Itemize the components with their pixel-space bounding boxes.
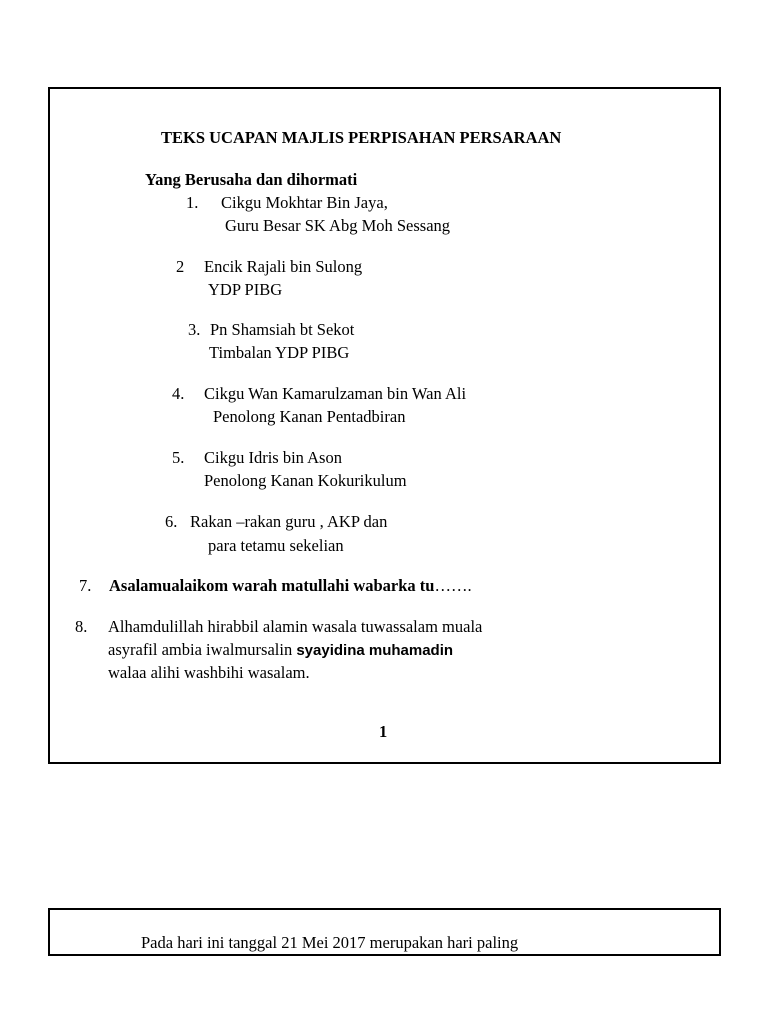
list-item-number: 1.: [186, 193, 199, 212]
paragraph-number: 8.: [75, 617, 88, 636]
list-item-name: Cikgu Wan Kamarulzaman bin Wan Ali: [204, 384, 467, 403]
paragraph-line-2: [108, 640, 453, 661]
paragraph-line-3: walaa alihi washbihi wasalam.: [108, 663, 310, 682]
greeting-ellipsis: …….: [434, 576, 472, 595]
list-item-name: Cikgu Mokhtar Bin Jaya,: [221, 193, 388, 212]
list-item-role: Penolong Kanan Kokurikulum: [204, 471, 407, 490]
list-item-role: Guru Besar SK Abg Moh Sessang: [225, 216, 451, 235]
list-item-role: Timbalan YDP PIBG: [209, 343, 350, 362]
list-item-name: Pn Shamsiah bt Sekot: [210, 320, 355, 339]
list-item-number: 5.: [172, 448, 185, 467]
list-item-role: para tetamu sekelian: [208, 536, 344, 555]
list-item-name: Rakan –rakan guru , AKP dan: [190, 512, 388, 531]
list-item-name: Cikgu Idris bin Ason: [204, 448, 342, 467]
list-item-number: 2: [176, 257, 185, 276]
greeting-line: [109, 576, 472, 596]
greeting-number-text: 7.: [79, 576, 92, 595]
paragraph-line-2-text: asyrafil ambia iwalmursalin: [108, 640, 297, 659]
salutation: Yang Berusaha dan dihormati: [145, 170, 358, 189]
list-item-number: 4.: [172, 384, 185, 403]
greeting-bold-text: Asalamualaikom warah matullahi wabarka tu: [109, 576, 435, 595]
document-title: TEKS UCAPAN MAJLIS PERPISAHAN PERSARAAN: [161, 128, 562, 147]
list-item-number: 6.: [165, 512, 178, 531]
greeting-number: [79, 576, 91, 596]
list-item-name: Encik Rajali bin Sulong: [204, 257, 363, 276]
list-item-role: Penolong Kanan Pentadbiran: [213, 407, 406, 426]
list-item-role: YDP PIBG: [208, 280, 283, 299]
paragraph-line-1: Alhamdulillah hirabbil alamin wasala tuwassalam muala: [108, 617, 483, 636]
paragraph-bold-name: syayidina muhamadin: [296, 642, 454, 659]
list-item-number: 3.: [188, 320, 201, 339]
page-2-text: Pada hari ini tanggal 21 Mei 2017 merupakan hari paling: [141, 933, 519, 952]
page-number: 1: [379, 722, 388, 741]
